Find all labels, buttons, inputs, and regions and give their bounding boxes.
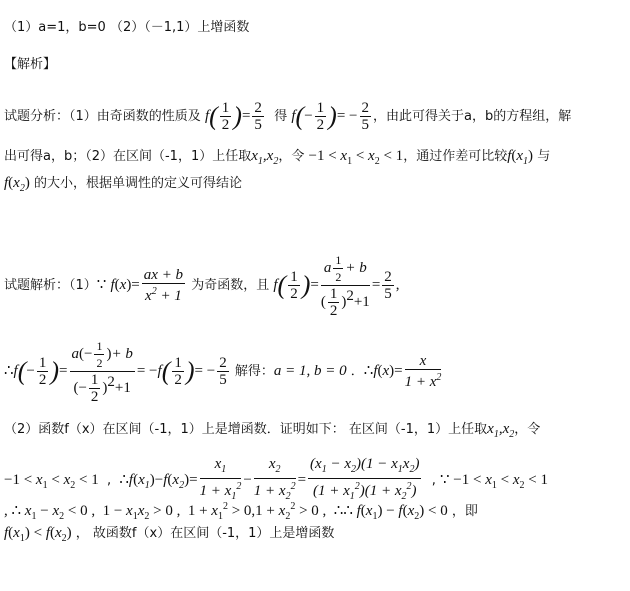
part2-line-2: $-1 < x_1 < x_2 < 1$ , $\therefore f(x_1)-f(x_2)=$ $\frac{x_1}{1 + x_1^2}$ − $\frac{x_2}{1 + x_2^2}$ = $\frac{(x_1 - x_2)(1 - x_1x_2)}{(1 + x_1^2)(1 + x_2^2)}$ , ∵ $-1 < x_1 < x_2 < 1$ (4, 456, 548, 502)
formula-f-half-sub: f( $\frac{1}{2}$ )= a $\frac{1}{2}$ + b ( $\frac{1}{2}$ )$^2$+1 = $\frac{2}{5}$ , (273, 253, 400, 319)
analysis-label: 试题分析： (4, 108, 70, 124)
formula-f-half: f( $\frac{1}{2}$ )= $\frac{2}{5}$ (204, 100, 262, 133)
formula-interval: $-1 < x_1 < x_2 < 1$ (308, 148, 404, 167)
formula-conclusion: $f(x_1) < f(x_2)$ (4, 525, 72, 544)
solution-text-odd: 为奇函数，且 (191, 277, 270, 293)
analysis-text-2a: 出可得a，b；（2）在区间（-1，1）上任取 (4, 149, 252, 164)
analysis-text-2b: ，令 (278, 149, 305, 164)
formula-interval-c: ∵ $-1 < x_1 < x_2 < 1$ (439, 471, 548, 491)
analysis-text-2c: ，通过作差可比较 (403, 149, 508, 164)
analysis-heading-text: 【解析】 (4, 57, 57, 72)
analysis-text-1c: ，由此可得关于a，b的方程组，解 (373, 108, 572, 124)
solution-line-2 (4, 338, 443, 405)
analysis-line-2 (4, 147, 550, 171)
part2-line-3 (4, 498, 478, 526)
formula-f-neg-half-sub: ∴f(− $\frac{1}{2}$ )= a(− $\frac{1}{2}$ )+ b (− $\frac{1}{2}$ )$^2$+1 = −f( $\frac{1}{2}$ )= − $\frac{2}{5}$ (4, 339, 227, 405)
analysis-text-1a: （1）由奇函数的性质及 (69, 108, 201, 124)
formula-fx1: $f(x_1)$ (507, 148, 534, 167)
analysis-text-2d: 与 (537, 149, 551, 164)
analysis-text-1b: 得 (274, 108, 288, 124)
analysis-line-3 (4, 174, 242, 198)
analysis-text-3: 的大小，根据单调性的定义可得结论 (33, 176, 242, 191)
solution-dot: ． (350, 363, 364, 379)
formula-f-neg-half: f(− $\frac{1}{2}$ )= − $\frac{2}{5}$ (291, 100, 369, 133)
solution-text-solve: 解得： (234, 363, 274, 379)
solution-label: 试题解析：（1） (4, 277, 97, 293)
formula-fx-def: f(x)= $\frac{ax + b}{x^2 + 1}$ (110, 267, 184, 304)
answer-text: （1）a=1，b=0 （2）（－1,1）上增函数 (4, 20, 250, 35)
formula-interval-b: $-1 < x_1 < x_2 < 1$ (4, 471, 99, 491)
analysis-heading (4, 56, 56, 74)
answer-line (4, 19, 249, 37)
formula-difference: $\therefore f(x_1)-f(x_2)=$ $\frac{x_1}{1 + x_1^2}$ − $\frac{x_2}{1 + x_2^2}$ = $\frac{(x_1 - x_2)(1 - x_1x_2)}{(1 + x_1^2)(1 + x_2^2)}$ (119, 456, 420, 502)
formula-fx2: $f(x_2)$ (4, 175, 30, 194)
formula-inequalities: , ∴ $x_1 - x_2 < 0$ , $1 - x_1x_2 > 0$ , $1 + x_1^2 > 0,1 + x_2^2 > 0$ , ∴∴ $f(x_1) - f(x_2) < 0$ (4, 501, 448, 522)
part2-line-1 (4, 420, 540, 444)
formula-x1x2: $x_1,x_2$ (251, 148, 279, 167)
solution-result-ab: a = 1, b = 0 (273, 362, 347, 379)
formula-x1x2-b: $x_1,x_2$ (487, 421, 515, 440)
solution-line-1: 试题解析：（1）∵ f(x)= $\frac{ax + b}{x^2 + 1}$ 为奇函数，且 f( $\frac{1}{2}$ )= a $\frac{1}{2}$ + b ( $\frac{1}{2}$ )$^2$+1 = $\frac{2}{5}$ , (4, 253, 400, 319)
part2-text-1a: （2）函数f（x）在区间（-1，1）上是增函数．证明如下： 在区间（-1，1）上任取 (4, 422, 488, 437)
part2-text-3b: ，即 (451, 504, 478, 519)
part2-text-1b: ，令 (514, 422, 541, 437)
analysis-line-1 (4, 100, 571, 133)
part2-text-4: ， 故函数f（x）在区间（-1，1）上是增函数 (75, 526, 335, 541)
formula-fx-result: ∴f(x)= $\frac{x}{1 + x^2}$ (363, 353, 442, 390)
part2-line-4 (4, 524, 334, 548)
